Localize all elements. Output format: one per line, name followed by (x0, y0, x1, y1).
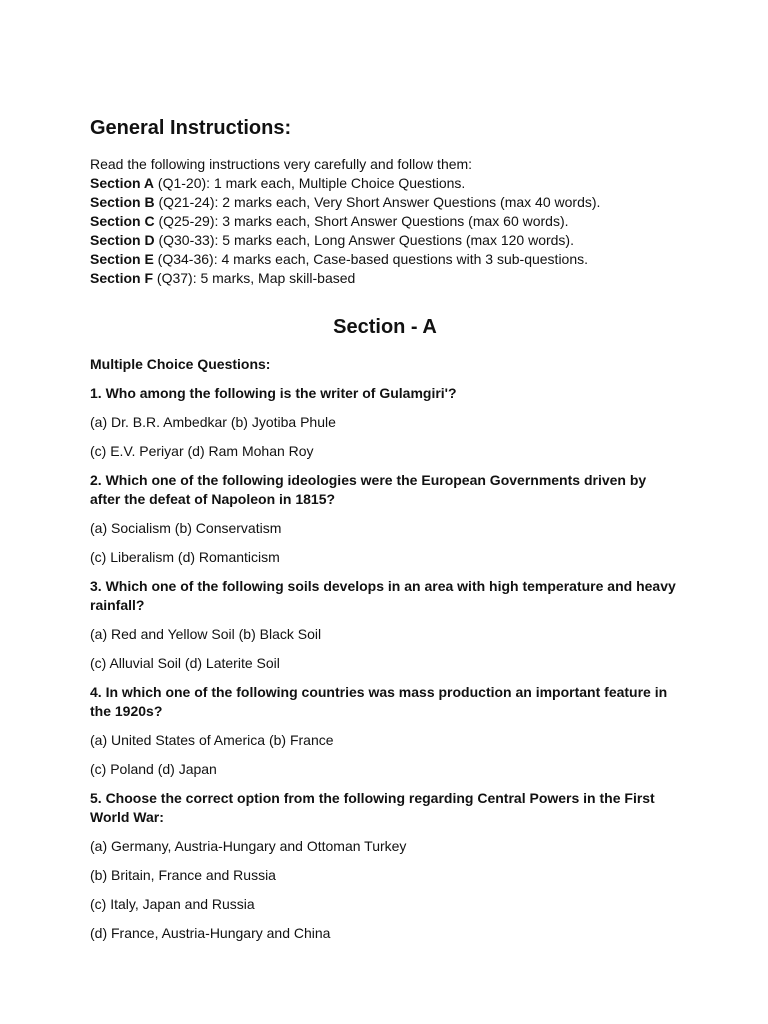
section-label: Section F (90, 270, 154, 286)
instruction-section-b (90, 193, 690, 212)
question-5-option-b: (b) Britain, France and Russia (90, 867, 276, 883)
question-1-option-line-2: (c) E.V. Periyar (d) Ram Mohan Roy (90, 443, 314, 459)
section-a-heading: Section - A (333, 316, 437, 338)
instruction-section-e (90, 250, 690, 269)
question-4-option-line-2: (c) Poland (d) Japan (90, 761, 217, 777)
question-2-option-line-2: (c) Liberalism (d) Romanticism (90, 549, 280, 565)
section-label: Section A (90, 175, 155, 191)
question-3: 3. Which one of the following soils develops in an area with high temperature and heavy rainfall? (90, 578, 676, 613)
instruction-section-c (90, 212, 690, 231)
question-3-option-line-1: (a) Red and Yellow Soil (b) Black Soil (90, 626, 322, 642)
question-5-option-c: (c) Italy, Japan and Russia (90, 896, 255, 912)
question-5-option-a: (a) Germany, Austria-Hungary and Ottoman Turkey (90, 838, 407, 854)
section-detail: (Q1-20): 1 mark each, Multiple Choice Questions. (154, 175, 466, 191)
question-2: 2. Which one of the following ideologies were the European Governments driven by after the defeat of Napoleon in 1815? (90, 472, 647, 507)
instructions-intro: Read the following instructions very carefully and follow them: (90, 156, 473, 172)
question-1-option-line-1: (a) Dr. B.R. Ambedkar (b) Jyotiba Phule (90, 414, 336, 430)
section-label: Section E (90, 251, 154, 267)
instruction-section-d (90, 231, 690, 250)
question-5: 5. Choose the correct option from the following regarding Central Powers in the First World War: (90, 790, 655, 825)
mcq-label: Multiple Choice Questions: (90, 356, 271, 372)
question-4: 4. In which one of the following countries was mass production an important feature in the 1920s? (90, 684, 668, 719)
section-detail: (Q34-36): 4 marks each, Case-based questions with 3 sub-questions. (153, 251, 589, 267)
section-label: Section B (90, 194, 155, 210)
document-page (90, 114, 690, 953)
section-detail: (Q30-33): 5 marks each, Long Answer Questions (max 120 words). (154, 232, 574, 248)
question-4-option-line-1: (a) United States of America (b) France (90, 732, 334, 748)
section-detail: (Q21-24): 2 marks each, Very Short Answer Questions (max 40 words). (154, 194, 601, 210)
question-5-option-d: (d) France, Austria-Hungary and China (90, 925, 331, 941)
instruction-section-a (90, 174, 690, 193)
question-2-option-line-1: (a) Socialism (b) Conservatism (90, 520, 282, 536)
section-detail: (Q37): 5 marks, Map skill-based (153, 270, 356, 286)
question-1: 1. Who among the following is the writer of Gulamgiri'? (90, 385, 457, 401)
section-label: Section D (90, 232, 155, 248)
instruction-section-f (90, 269, 690, 288)
section-detail: (Q25-29): 3 marks each, Short Answer Questions (max 60 words). (154, 213, 569, 229)
general-instructions-heading: General Instructions: (90, 117, 292, 139)
section-label: Section C (90, 213, 155, 229)
question-3-option-line-2: (c) Alluvial Soil (d) Laterite Soil (90, 655, 280, 671)
